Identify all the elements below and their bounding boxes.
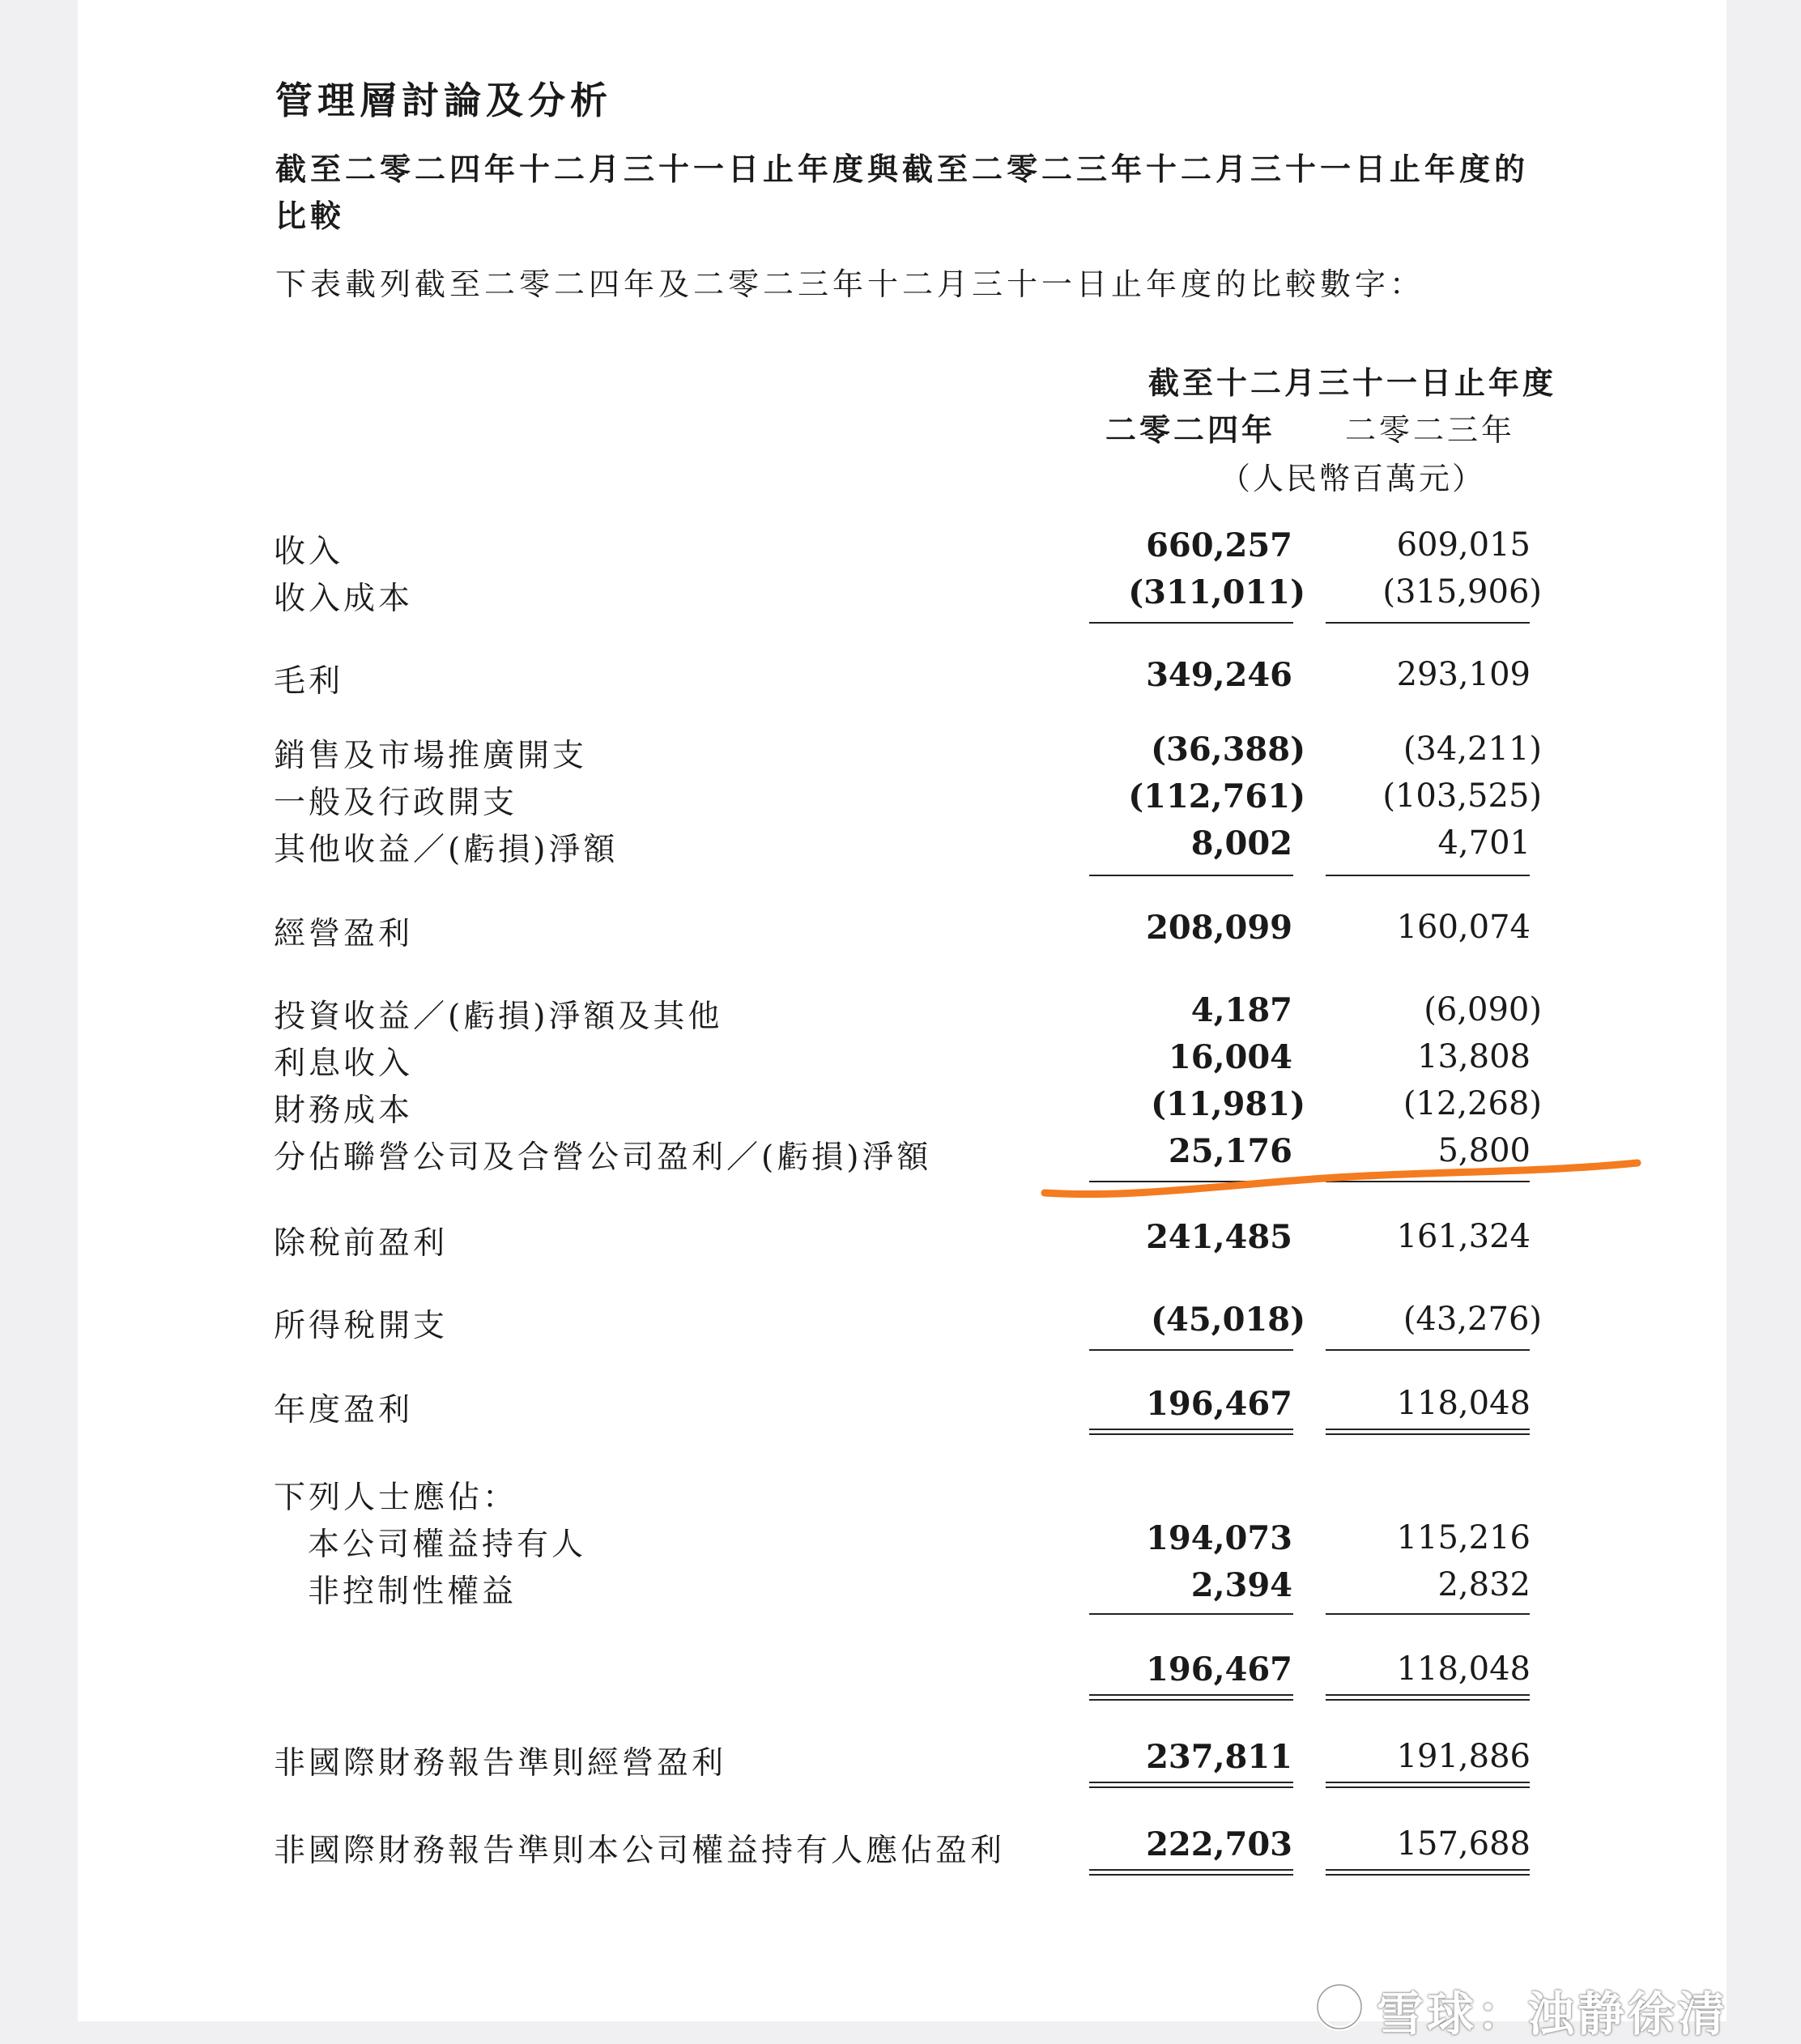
total-double-rule xyxy=(1326,1869,1530,1876)
row-label: 銷售及市場推廣開支 xyxy=(274,738,588,774)
column-header-2023: 二零二三年 xyxy=(1344,412,1515,448)
unit-label: （人民幣百萬元） xyxy=(1219,461,1485,496)
value-2024: 208,099 xyxy=(1146,909,1292,947)
value-2023: (6,090) xyxy=(1424,991,1542,1028)
row-label: 非國際財務報告準則經營盈利 xyxy=(274,1745,727,1782)
row-label: 投資收益／(虧損)淨額及其他 xyxy=(274,999,723,1035)
value-2023: 157,688 xyxy=(1396,1825,1531,1863)
subtotal-rule xyxy=(1089,1613,1293,1615)
total-double-rule xyxy=(1089,1429,1293,1435)
subtotal-rule xyxy=(1326,1613,1530,1615)
value-2024: (36,388) xyxy=(1151,730,1305,769)
value-2024: 237,811 xyxy=(1146,1738,1292,1776)
value-2023: (43,276) xyxy=(1403,1301,1542,1338)
value-2023: 115,216 xyxy=(1396,1519,1531,1556)
value-2024: 196,467 xyxy=(1146,1385,1292,1423)
row-label: 除稅前盈利 xyxy=(274,1225,449,1262)
row-label: 收入成本 xyxy=(274,581,414,617)
watermark-text: 雪球：浊静徐清 xyxy=(1377,1987,1729,2042)
row-label: 財務成本 xyxy=(274,1092,414,1129)
total-double-rule xyxy=(1326,1429,1530,1435)
total-double-rule xyxy=(1089,1782,1293,1788)
value-2024: 2,394 xyxy=(1190,1566,1292,1604)
table-row xyxy=(0,1650,1801,1696)
subtotal-rule xyxy=(1089,1349,1293,1351)
value-2023: 161,324 xyxy=(1396,1218,1531,1255)
period-header: 截至十二月三十一日止年度 xyxy=(1147,365,1556,401)
subtotal-rule xyxy=(1326,622,1530,624)
value-2023: (103,525) xyxy=(1382,777,1542,815)
total-double-rule xyxy=(1326,1694,1530,1701)
value-2024: (45,018) xyxy=(1151,1301,1305,1339)
value-2023: 2,832 xyxy=(1437,1566,1531,1603)
subtotal-rule xyxy=(1326,875,1530,876)
table-row xyxy=(0,1566,1801,1612)
value-2023: 4,701 xyxy=(1437,824,1531,862)
table-row xyxy=(0,573,1801,619)
row-label: 非控制性權益 xyxy=(308,1573,517,1610)
table-row xyxy=(0,656,1801,701)
table-row xyxy=(0,1738,1801,1783)
subtotal-rule xyxy=(1089,622,1293,624)
row-label: 毛利 xyxy=(274,663,344,700)
intro-paragraph: 下表載列截至二零二四年及二零二三年十二月三十一日止年度的比較數字： xyxy=(275,266,1425,302)
subtotal-rule xyxy=(1089,1181,1293,1182)
value-2024: 241,485 xyxy=(1146,1218,1292,1256)
value-2024: 196,467 xyxy=(1146,1650,1292,1688)
value-2024: (11,981) xyxy=(1151,1085,1305,1123)
value-2023: 293,109 xyxy=(1396,656,1531,693)
table-row xyxy=(0,824,1801,870)
table-row xyxy=(0,1825,1801,1871)
table-row xyxy=(0,1085,1801,1131)
table-row xyxy=(0,1218,1801,1263)
subtotal-rule xyxy=(1326,1349,1530,1351)
value-2024: 194,073 xyxy=(1146,1519,1292,1557)
value-2023: (34,211) xyxy=(1403,730,1542,768)
value-2024: 25,176 xyxy=(1168,1132,1292,1170)
value-2023: 13,808 xyxy=(1417,1038,1531,1075)
row-label: 一般及行政開支 xyxy=(274,785,518,821)
value-2023: 5,800 xyxy=(1437,1132,1531,1169)
value-2023: 118,048 xyxy=(1396,1650,1531,1688)
table-row xyxy=(0,526,1801,572)
table-row xyxy=(0,730,1801,776)
row-label: 本公司權益持有人 xyxy=(308,1527,587,1563)
value-2024: (112,761) xyxy=(1128,777,1305,815)
value-2023: 160,074 xyxy=(1396,909,1531,946)
value-2024: 222,703 xyxy=(1146,1825,1292,1863)
value-2024: 4,187 xyxy=(1190,991,1292,1029)
subtotal-rule xyxy=(1326,1181,1530,1182)
value-2023: 191,886 xyxy=(1396,1738,1531,1775)
snowball-logo-icon xyxy=(1313,1981,1365,2033)
value-2023: (315,906) xyxy=(1382,573,1542,611)
table-row xyxy=(0,1132,1801,1177)
value-2024: (311,011) xyxy=(1128,573,1305,611)
table-row xyxy=(0,991,1801,1037)
section-subtitle-line1: 截至二零二四年十二月三十一日止年度與截至二零二三年十二月三十一日止年度的 xyxy=(275,151,1530,187)
page-title: 管理層討論及分析 xyxy=(275,79,612,122)
row-label: 分佔聯營公司及合營公司盈利／(虧損)淨額 xyxy=(274,1139,932,1176)
subtotal-rule xyxy=(1089,875,1293,876)
table-row xyxy=(0,1301,1801,1346)
value-2023: (12,268) xyxy=(1403,1085,1542,1122)
table-row xyxy=(0,1519,1801,1565)
table-row xyxy=(0,1385,1801,1430)
value-2024: 349,246 xyxy=(1146,656,1292,694)
section-subtitle-line2: 比較 xyxy=(275,198,346,234)
value-2024: 16,004 xyxy=(1168,1038,1292,1076)
row-label: 年度盈利 xyxy=(274,1392,414,1429)
table-row xyxy=(0,909,1801,954)
table-row xyxy=(0,1472,1801,1518)
table-row xyxy=(0,1038,1801,1084)
column-header-2024: 二零二四年 xyxy=(1105,412,1275,448)
row-label: 收入 xyxy=(274,534,344,570)
value-2024: 660,257 xyxy=(1146,526,1292,564)
row-label: 下列人士應佔： xyxy=(274,1480,518,1516)
row-label: 經營盈利 xyxy=(274,916,414,952)
value-2023: 118,048 xyxy=(1396,1385,1531,1422)
value-2023: 609,015 xyxy=(1396,526,1531,564)
table-row xyxy=(0,777,1801,823)
row-label: 所得稅開支 xyxy=(274,1308,449,1344)
value-2024: 8,002 xyxy=(1190,824,1292,862)
total-double-rule xyxy=(1326,1782,1530,1788)
row-label: 非國際財務報告準則本公司權益持有人應佔盈利 xyxy=(274,1833,1006,1869)
total-double-rule xyxy=(1089,1869,1293,1876)
row-label: 其他收益／(虧損)淨額 xyxy=(274,832,619,868)
row-label: 利息收入 xyxy=(274,1045,414,1082)
total-double-rule xyxy=(1089,1694,1293,1701)
